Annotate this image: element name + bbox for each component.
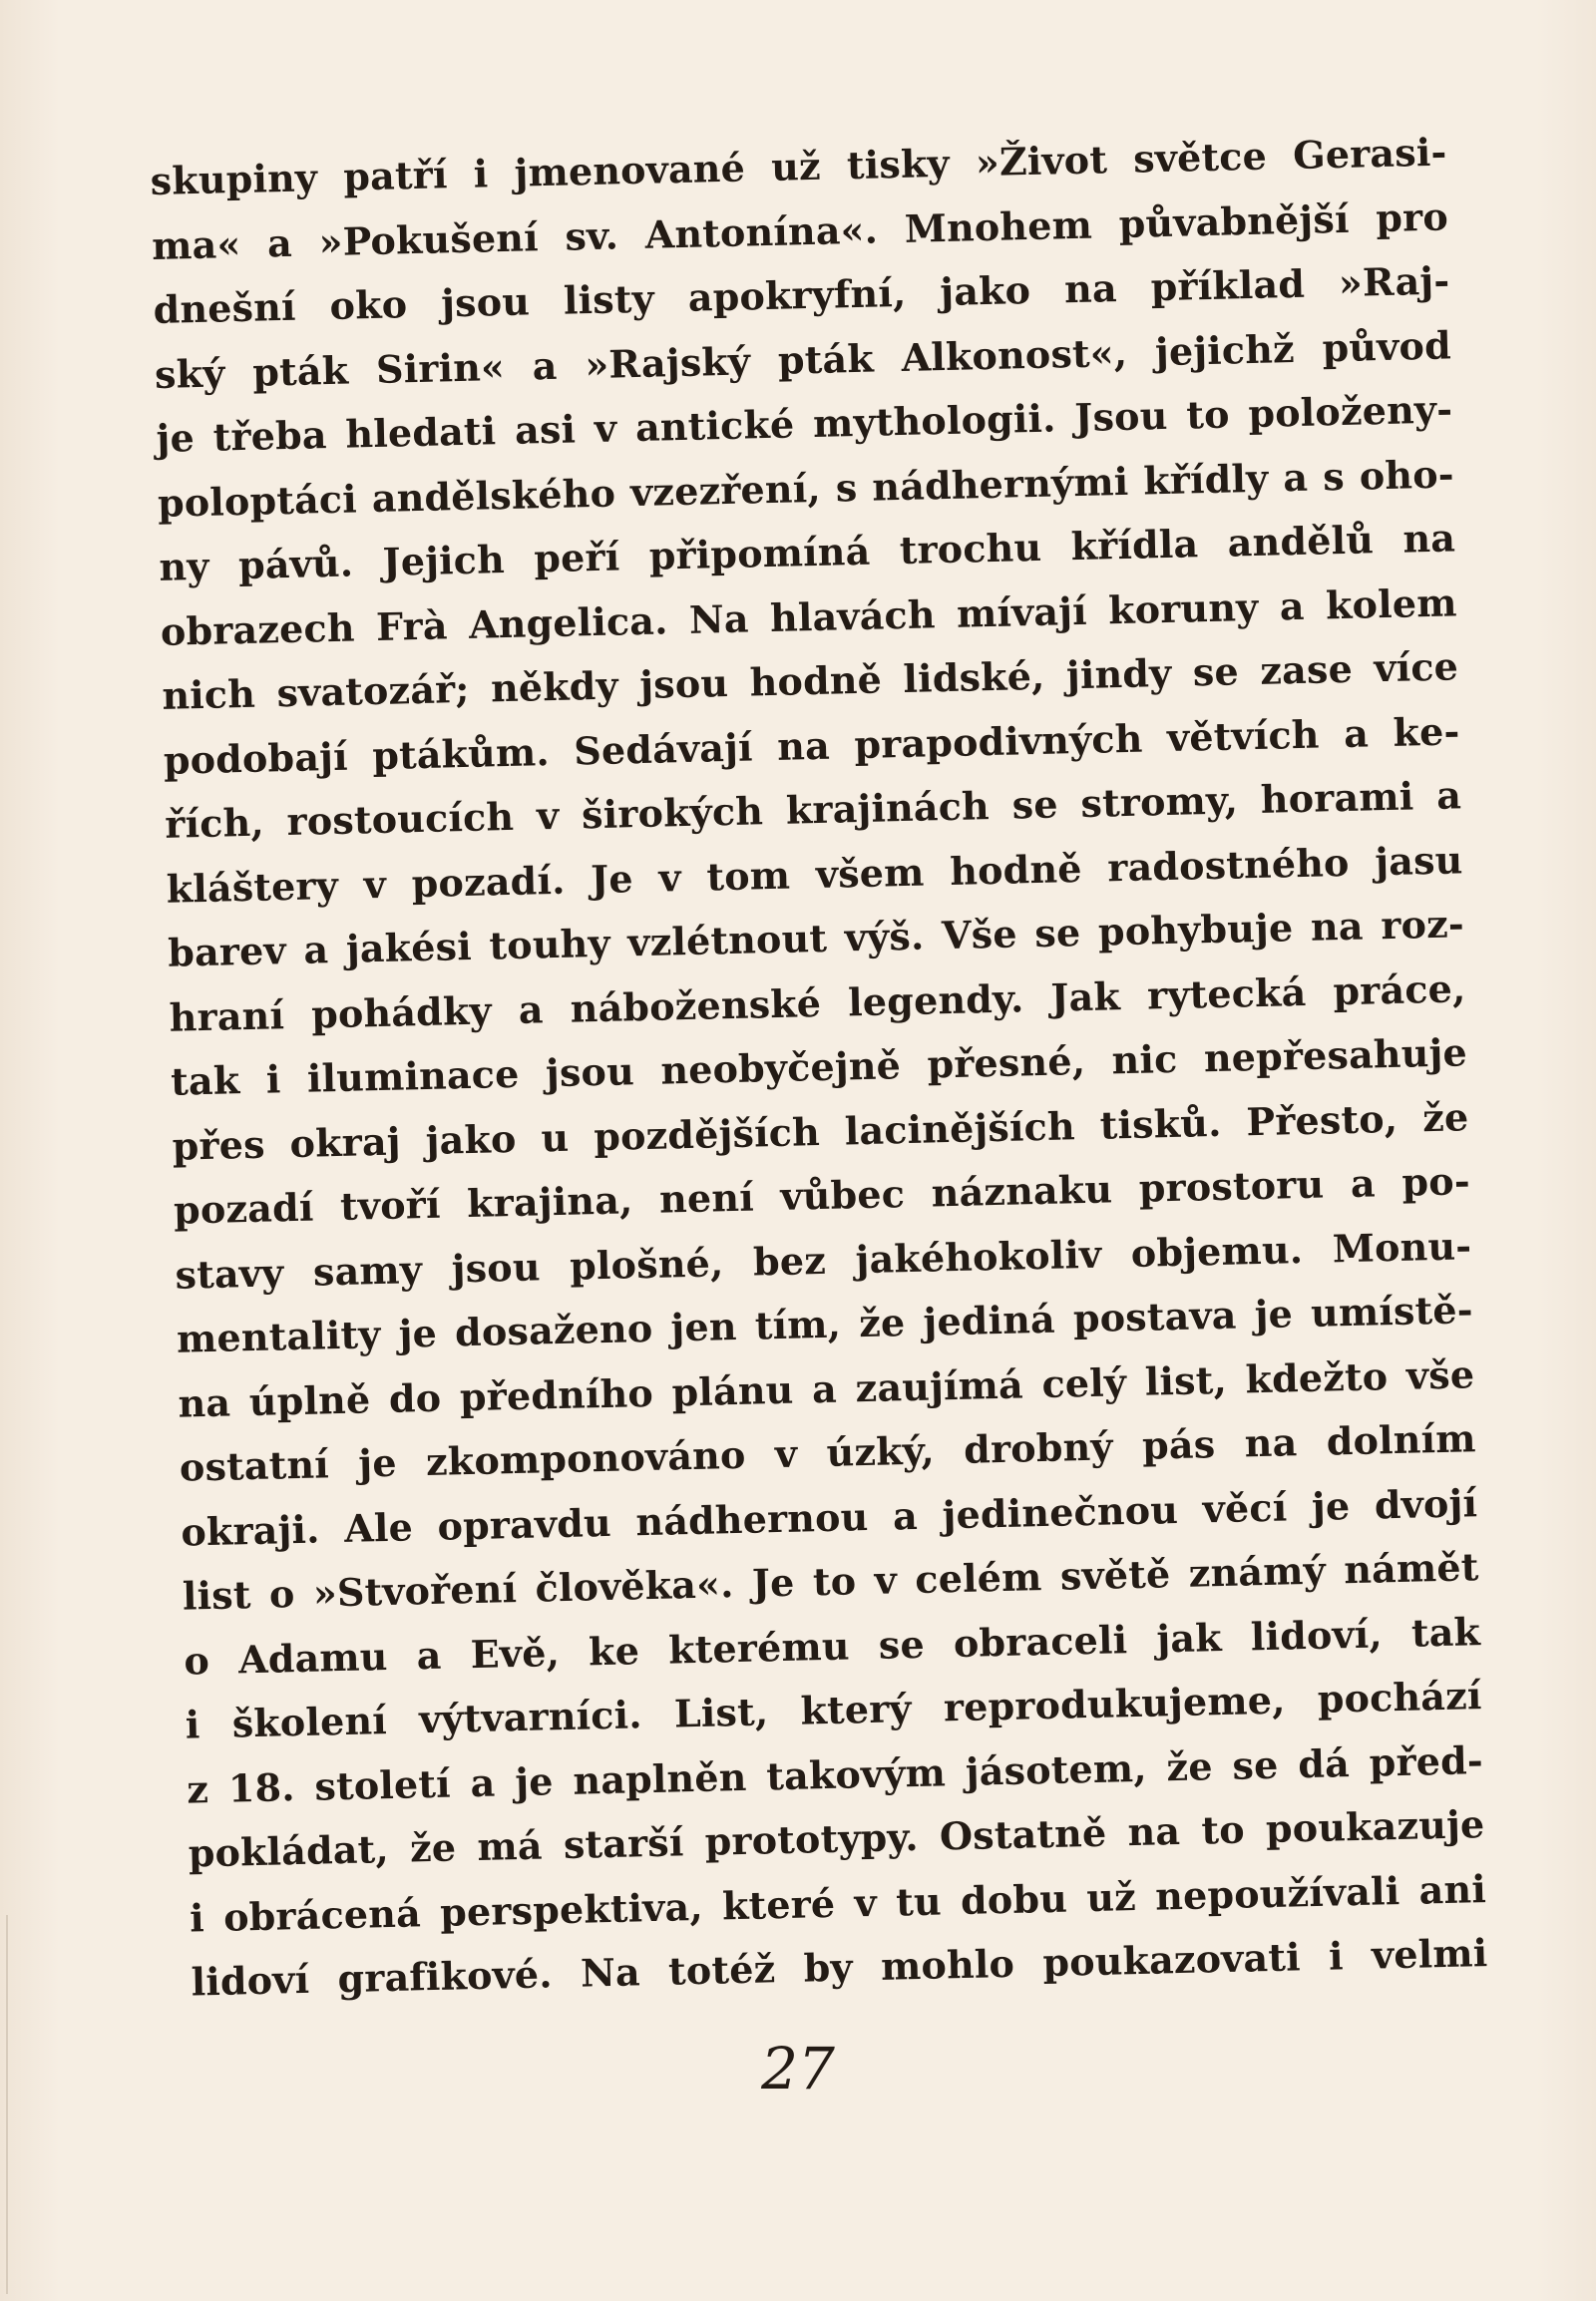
text-line: kláštery v pozadí. Je v tom všem hodně radostného jasu — [166, 836, 1463, 912]
text-line: podobají ptákům. Sedávají na prapodivných větvích a ke- — [163, 707, 1460, 783]
text-line: je třeba hledati asi v antické mythologii. Jsou to položeny- — [156, 386, 1453, 461]
text-line: na úplně do předního plánu a zaujímá celý list, kdežto vše — [178, 1350, 1475, 1426]
body-text — [150, 121, 1488, 2016]
text-line: pozadí tvoří krajina, není vůbec náznaku prostoru a po- — [173, 1158, 1471, 1233]
text-line: list o »Stvoření člověka«. Je to v celém světě známý námět — [182, 1544, 1479, 1619]
text-line: barev a jakési touhy vzlétnout výš. Vše se pohybuje na roz- — [167, 901, 1465, 975]
text-line: ský pták Sirin« a »Rajský pták Alkonost«, jejichž původ — [154, 321, 1452, 397]
text-line: přes okraj jako u pozdějších lacinějších tisků. Přesto, že — [172, 1093, 1469, 1169]
text-line: poloptáci andělského vzezření, s nádhernými křídly a s oho- — [157, 450, 1455, 526]
text-line: z 18. století a je naplněn takovým jásotem, že se dá před- — [186, 1736, 1484, 1812]
text-line: ma« a »Pokušení sv. Antonína«. Mnohem půvabnější pro — [151, 192, 1449, 268]
text-line: o Adamu a Evě, ke kterému se obraceli jak lidoví, tak — [183, 1608, 1481, 1684]
text-line: lidoví grafikové. Na totéž by mohlo poukazovati i velmi — [191, 1930, 1488, 2005]
text-line: okraji. Ale opravdu nádhernou a jedinečnou věcí je dvojí — [180, 1479, 1478, 1555]
text-line: pokládat, že má starší prototypy. Ostatně na to poukazuje — [188, 1801, 1485, 1876]
text-line: řích, rostoucích v širokých krajinách se stromy, horami a — [164, 772, 1462, 847]
page-number: 27 — [761, 2035, 835, 2103]
text-line: mentality je dosaženo jen tím, že jediná postava je umístě- — [176, 1287, 1474, 1361]
text-line: tak i iluminace jsou neobyčejně přesné, nic nepřesahuje — [170, 1029, 1468, 1104]
text-line: i obrácená perspektiva, které v tu dobu už nepoužívali ani — [189, 1865, 1487, 1941]
text-line: hraní pohádky a náboženské legendy. Jak rytecká práce, — [169, 964, 1466, 1040]
text-line: i školení výtvarníci. List, který reprodukujeme, pochází — [185, 1673, 1482, 1747]
page-edge-shadow — [6, 1915, 8, 2294]
text-line: ny pávů. Jejich peří připomíná trochu křídla andělů na — [158, 515, 1456, 589]
text-line: skupiny patří i jmenované už tisky »Život světce Gerasi- — [150, 129, 1447, 203]
text-line: stavy samy jsou plošné, bez jakéhokoliv objemu. Monu- — [175, 1222, 1472, 1298]
text-line: ostatní je zkomponováno v úzký, drobný pás na dolním — [179, 1415, 1477, 1490]
text-line: obrazech Frà Angelica. Na hlavách mívají koruny a kolem — [160, 578, 1458, 654]
text-line: dnešní oko jsou listy apokryfní, jako na příklad »Raj- — [153, 257, 1450, 332]
text-line: nich svatozář; někdy jsou hodně lidské, jindy se zase více — [161, 643, 1459, 718]
